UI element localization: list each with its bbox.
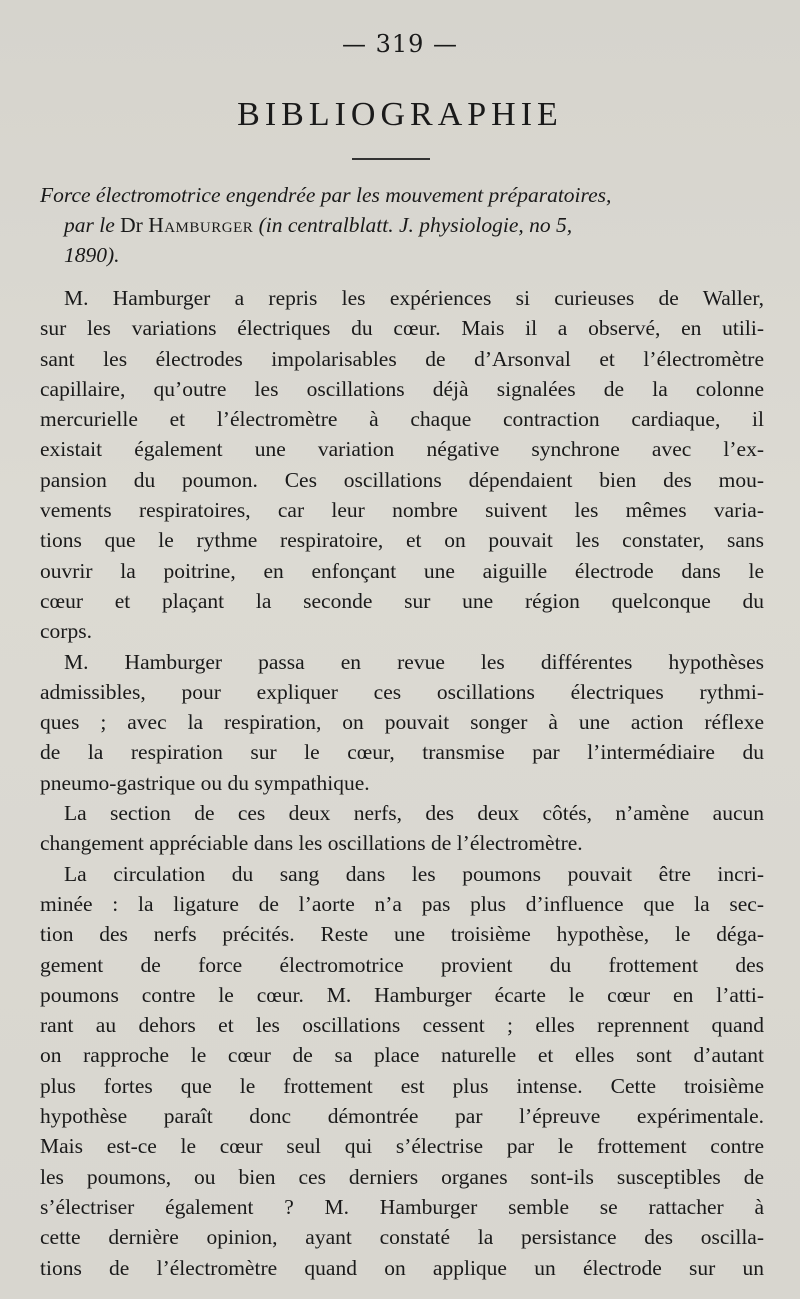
body-line: capillaire, qu’outre les oscillations déjà signalées de la colonne — [40, 376, 764, 401]
body-line: vements respiratoires, car leur nombre suivent les mêmes varia- — [40, 498, 764, 523]
page-number: — 319 — — [341, 30, 459, 58]
section-title: BIBLIOGRAPHIE — [237, 96, 563, 133]
citation-line-1: Force électromotrice engendrée par les mouvement préparatoires, — [40, 183, 612, 207]
body-line: tions que le rythme respiratoire, et on pouvait les constater, sans — [40, 528, 764, 553]
body-line: M. Hamburger a repris les expériences si curieuses de Waller, — [64, 286, 764, 310]
citation — [40, 180, 764, 270]
body-line: M. Hamburger passa en revue les différentes hypothèses — [64, 649, 764, 674]
body-line: tions de l’électromètre quand on applique un électrode sur un — [40, 1255, 764, 1280]
body-line: pansion du poumon. Ces oscillations dépendaient bien des mou- — [40, 467, 764, 492]
citation-line-2 — [40, 210, 764, 240]
citation-source: (in centralblatt. J. physiologie, — [253, 213, 530, 237]
body-line: existait également une variation négative synchrone avec l’ex- — [40, 437, 764, 462]
body-line: tion des nerfs précités. Reste une troisième hypothèse, le déga- — [40, 922, 764, 947]
body-line: Mais est-ce le cœur seul qui s’électrise par le frottement contre — [40, 1134, 764, 1159]
citation-number: no 5, — [529, 213, 573, 237]
body-line: gement de force électromotrice provient du frottement des — [40, 952, 764, 977]
body-line: sur les variations électriques du cœur. Mais il a observé, en utili- — [40, 316, 764, 341]
body-line: La section de ces deux nerfs, des deux côtés, n’amène aucun — [64, 801, 764, 826]
body-line: hypothèse paraît donc démontrée par l’épreuve expérimentale. — [40, 1104, 764, 1129]
body-line: cette dernière opinion, ayant constaté la persistance des oscilla- — [40, 1225, 764, 1250]
body-line: La circulation du sang dans les poumons pouvait être incri- — [64, 861, 764, 886]
body-line: ouvrir la poitrine, en enfonçant une aiguille électrode dans le — [40, 558, 764, 583]
citation-author: Hamburger — [148, 213, 254, 237]
body-line: s’électriser également ? M. Hamburger semble se rattacher à — [40, 1194, 764, 1219]
body-line: poumons contre le cœur. M. Hamburger écarte le cœur en l’atti- — [40, 982, 764, 1007]
body-line: mercurielle et l’électromètre à chaque contraction cardiaque, il — [40, 407, 764, 432]
citation-line-3: 1890). — [64, 243, 120, 267]
body-line: ques ; avec la respiration, on pouvait songer à une action réflexe — [40, 710, 764, 735]
body-line: les poumons, ou bien ces derniers organes sont-ils susceptibles de — [40, 1164, 764, 1189]
body-line: minée : la ligature de l’aorte n’a pas plus d’influence que la sec- — [40, 891, 764, 916]
citation-title: Dr — [120, 213, 149, 237]
body-line: pneumo-gastrique ou du sympathique. — [40, 770, 370, 795]
body-line: cœur et plaçant la seconde sur une région quelconque du — [40, 588, 764, 613]
body-line: on rapproche le cœur de sa place naturelle et elles sont d’autant — [40, 1043, 764, 1068]
body-line: de la respiration sur le cœur, transmise par l’intermédiaire du — [40, 740, 764, 765]
body-line: rant au dehors et les oscillations cessent ; elles reprennent quand — [40, 1013, 764, 1038]
body-line: plus fortes que le frottement est plus intense. Cette troisième — [40, 1073, 764, 1098]
body-line: sant les électrodes impolarisables de d’Arsonval et l’électromètre — [40, 346, 764, 371]
body-text — [40, 283, 764, 1283]
title-divider — [352, 158, 430, 160]
body-line: corps. — [40, 619, 92, 644]
body-line: changement appréciable dans les oscillations de l’électromètre. — [40, 831, 583, 856]
citation-by: par le — [64, 213, 121, 237]
body-line: admissibles, pour expliquer ces oscillations électriques rythmi- — [40, 679, 764, 704]
